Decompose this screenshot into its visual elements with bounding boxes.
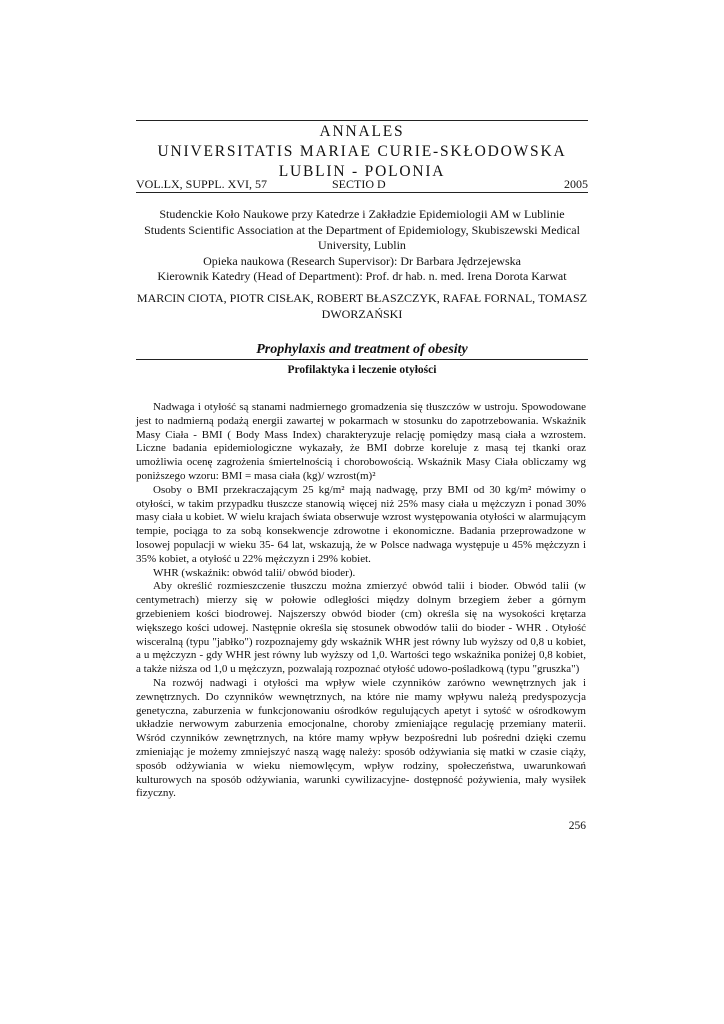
affiliation-line-en: Students Scientific Association at the Department of Epidemiology, Skubiszewski Medical University, Lublin: [144, 222, 580, 252]
journal-name: [136, 122, 588, 182]
paragraph-whr-heading: WHR (wskaźnik: obwód talii/ obwód bioder).: [153, 566, 356, 579]
paragraph-factors: Na rozwój nadwagi i otyłości ma wpływ wiele czynników zarówno wewnętrznych jak i zewnętrznych. Do czynników wewnętrznych, na które nie mamy wpływu należą predyspozycja genetyczna, zaburzenia w funkcjonowaniu ośrodków regulujących apetyt i sytość w ośrodkowym układzie nerwowym zaburzenia emocjonalne, choroby zmieniające regulację przemiany materii. Wśród czynników zewnętrznych, na które mamy wpływ bezpośredni lub pośredni dzięki czemu zmieniając je możemy zmniejszyć naszą wagę należy: sposób odżywiania się matki w czasie ciąży, sposób odżywiania w wieku niemowlęcym, wpływ rodziny, społeczeństwa, uwarunkowań kulturowych na sposób odżywiania, warunki cywilizacyjne- dostępność pożywienia, mały wysiłek fizyczny.: [136, 676, 586, 800]
title-rule: [136, 359, 588, 360]
header-top-rule: [136, 120, 588, 121]
head-of-department-line: Kierownik Katedry (Head of Department): Prof. dr hab. n. med. Irena Dorota Karwat: [157, 269, 567, 283]
journal-line-city: LUBLIN - POLONIA: [278, 163, 446, 180]
journal-line-university: UNIVERSITATIS MARIAE CURIE-SKŁODOWSKA: [157, 143, 567, 160]
page-number: 256: [568, 820, 586, 832]
article-title-pl: Profilaktyka i leczenie otyłości: [287, 364, 437, 376]
paragraph-definition: Nadwaga i otyłość są stanami nadmiernego gromadzenia się tłuszczów w ustroju. Spowodowane jest to nadmierną podażą energii zawartej w pokarmach w stosunku do zapotrzebowania. Wskaźnik Masy Ciała - BMI ( Body Mass Index) charakteryzuje relację pomiędzy masą ciała a wzrostem. Liczne badania epidemiologiczne wykazały, że BMI dobrze koreluje z masą tej tkanki oraz umożliwia ocenę zagrożenia śmiertelnością i chorobowością. Wskaźnik Masy Ciała obliczamy wg poniższego wzoru: BMI = masa ciała (kg)/ wzrost(m)²: [136, 401, 586, 482]
article-title-en: Prophylaxis and treatment of obesity: [256, 342, 468, 357]
paragraph-bmi: Osoby o BMI przekraczającym 25 kg/m² mają nadwagę, przy BMI od 30 kg/m² mówimy o otyłości, w takim przypadku tłuszcze stanowią więcej niż 25% masy ciała u mężczyzn i ponad 30% masy ciała u kobiet. W wielu krajach świata obserwuje wzrost występowania otyłości w alarmującym tempie, pociąga to za sobą konsekwencje zdrowotne i ekonomiczne. Badania przeprowadzone w losowej populacji w wieku 35- 64 lat, wskazują, że w Polsce nadwaga występuje u 45% mężczyzn i 35% kobiet, a otyłość u 22% mężczyzn i 29% kobiet.: [136, 483, 586, 565]
header-bottom-rule: [136, 192, 588, 193]
authors: MARCIN CIOTA, PIOTR CISŁAK, ROBERT BŁASZCZYK, RAFAŁ FORNAL, TOMASZ DWORZAŃSKI: [136, 291, 588, 321]
article-body: [136, 401, 586, 801]
affiliation-block: [136, 207, 588, 285]
paragraph-whr: Aby określić rozmieszczenie tłuszczu można zmierzyć obwód talii i bioder. Obwód talii (w centymetrach) mierzy się w połowie odległości między dolnym brzegiem żeber a górnym grzebieniem kości biodrowej. Najszerszy obwód bioder (cm) określa się na wysokości krętarza większego kości udowej. Następnie określa się stosunek obwodów talii do bioder - WHR . Otyłość wisceralną (typu "jabłko") rozpoznajemy gdy wskaźnik WHR jest równy lub wyższy od 0,8 u kobiet, a u mężczyzn - gdy WHR jest równy lub wyższy od 1,0. Wartości tego wskaźnika poniżej 0,8 kobiet, a także niższa od 1,0 u mężczyzn, pozwalają rozpoznać otyłość udowo-pośladkową (typu "gruszka"): [136, 580, 586, 676]
volume-label: VOL.LX, SUPPL. XVI, 57: [136, 177, 268, 191]
affiliation-line-pl: Studenckie Koło Naukowe przy Katedrze i Zakładzie Epidemiologii AM w Lublinie: [159, 207, 565, 221]
year-label: 2005: [564, 177, 588, 191]
journal-line-annales: ANNALES: [319, 123, 405, 140]
supervisor-line: Opieka naukowa (Research Supervisor): Dr Barbara Jędrzejewska: [203, 253, 521, 268]
section-label: SECTIO D: [332, 177, 386, 191]
